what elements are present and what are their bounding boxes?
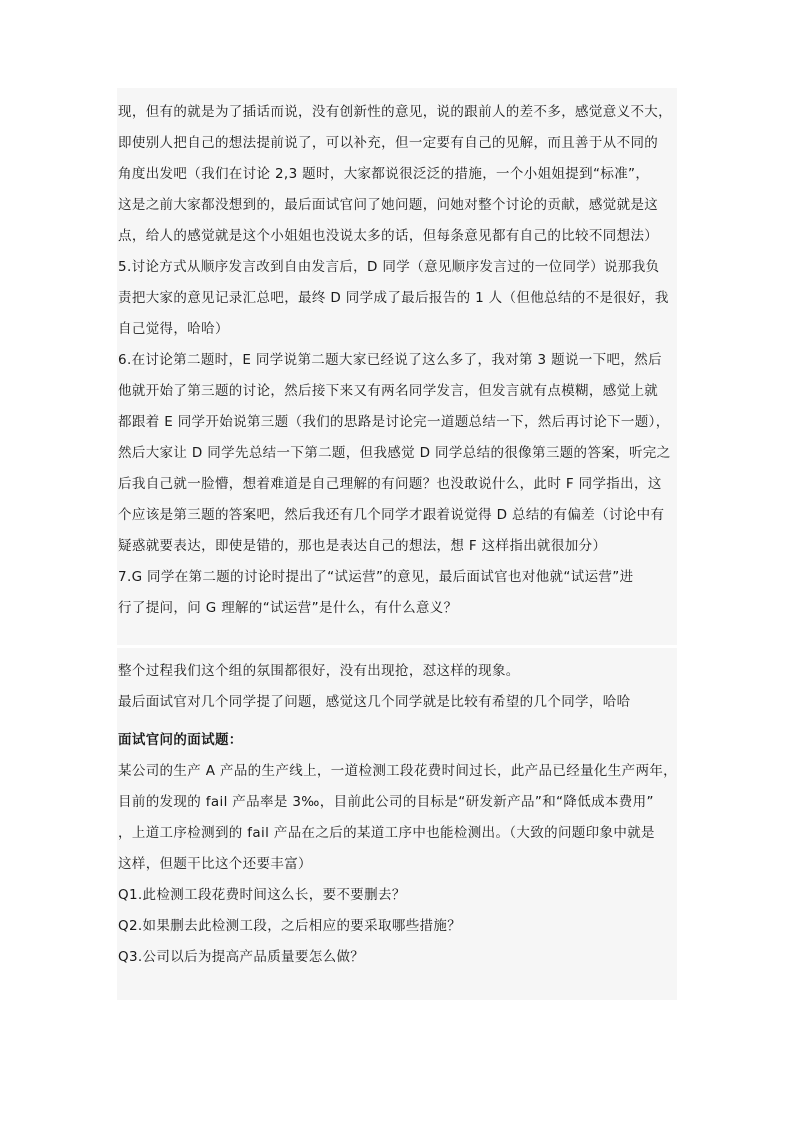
text-line: 他就开始了第三题的讨论，然后接下来又有两名同学发言，但发言就有点模糊，感觉上就 [118,383,659,399]
text-line: 5.讨论方式从顺序发言改到自由发言后，D 同学（意见顺序发言过的一位同学）说那我负 [118,259,660,275]
text-line: 7.G 同学在第二题的讨论时提出了“试运营”的意见，最后面试官也对他就“试运营”进 [118,569,634,585]
text-line: 疑惑就要表达，即使是错的，那也是表达自己的想法，想 F 这样指出就很加分） [118,538,607,554]
text-line: 这样，但题干比这个还要丰富） [118,856,312,872]
text-line: ，上道工序检测到的 fail 产品在之后的某道工序中也能检测出。（大致的问题印象中就是 [118,825,655,841]
section-heading: 面试官问的面试题： [118,732,243,748]
question-item: Q2.如果删去此检测工段，之后相应的要采取哪些措施？ [118,918,462,934]
text-line: 整个过程我们这个组的氛围都很好，没有出现抢，怼这样的现象。 [118,663,520,679]
text-line: 现，但有的就是为了插话而说，没有创新性的意见，说的跟前人的差不多，感觉意义不大， [118,104,672,120]
text-line: 目前的发现的 fail 产品率是 3‰，目前此公司的目标是“研发新产品”和“降低成本费用” [118,794,654,810]
question-item: Q3.公司以后为提高产品质量要怎么做？ [118,949,365,965]
text-line: 自己觉得，哈哈） [118,321,229,337]
text-line: 某公司的生产 A 产品的生产线上，一道检测工段花费时间过长，此产品已经量化生产两年， [118,763,678,779]
text-line: 点，给人的感觉就是这个小姐姐也没说太多的话，但每条意见都有自己的比较不同想法） [118,228,659,244]
text-line: 然后大家让 D 同学先总结一下第二题，但我感觉 D 同学总结的很像第三题的答案，听完之 [118,445,671,461]
text-line: 这是之前大家都没想到的，最后面试官问了她问题，问她对整个讨论的贡献，感觉就是这 [118,197,659,213]
text-line: 6.在讨论第二题时，E 同学说第二题大家已经说了这么多了，我对第 3 题说一下吧，然后 [118,352,662,368]
text-line: 责把大家的意见记录汇总吧，最终 D 同学成了最后报告的 1 人（但他总结的不是很好，我 [118,290,669,306]
text-line: 个应该是第三题的答案吧，然后我还有几个同学才跟着说觉得 D 总结的有偏差（讨论中有 [118,507,665,523]
text-line: 都跟着 E 同学开始说第三题（我们的思路是讨论完一道题总结一下，然后再讨论下一题）， [118,414,670,430]
text-line: 后我自己就一脸懵，想着难道是自己理解的有问题？也没敢说什么，此时 F 同学指出，这 [118,476,662,492]
text-line: 即使别人把自己的想法提前说了，可以补充，但一定要有自己的见解，而且善于从不同的 [118,135,659,151]
text-line: 最后面试官对几个同学提了问题，感觉这几个同学就是比较有希望的几个同学，哈哈 [118,694,631,710]
text-line: 行了提问，问 G 理解的“试运营”是什么，有什么意义？ [118,600,458,616]
text-line: 角度出发吧（我们在讨论 2,3 题时，大家都说很泛泛的措施，一个小姐姐提到“标准”， [118,166,650,182]
question-item: Q1.此检测工段花费时间这么长，要不要删去？ [118,887,406,903]
